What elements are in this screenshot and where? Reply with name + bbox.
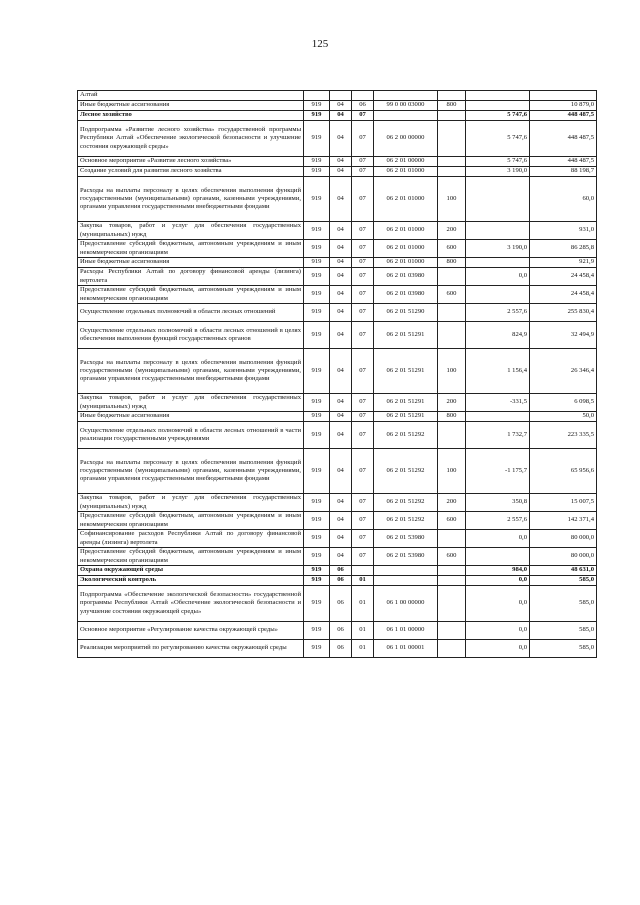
table-cell-expense-type [438, 530, 466, 548]
table-cell-ministry: 919 [304, 512, 330, 530]
table-cell-target-article: 06 2 01 53980 [374, 548, 438, 566]
table-cell-change [466, 91, 530, 101]
table-cell-section: 04 [330, 412, 352, 422]
table-cell-subsection: 07 [352, 304, 374, 322]
table-cell-change: -331,5 [466, 394, 530, 412]
table-cell-section: 04 [330, 101, 352, 111]
table-row [78, 240, 597, 258]
table-cell-section: 06 [330, 640, 352, 658]
table-cell-section [330, 91, 352, 101]
table-cell-expense-type [438, 622, 466, 640]
table-row [78, 586, 597, 622]
table-cell-expense-type [438, 121, 466, 157]
table-cell-name: Расходы Республики Алтай по договору финансовой аренды (лизинга) вертолета [78, 268, 304, 286]
table-cell-expense-type: 100 [438, 177, 466, 222]
table-cell-total: 50,0 [530, 412, 597, 422]
table-body [78, 91, 597, 658]
table-cell-name: Создание условий для развития лесного хозяйства [78, 167, 304, 177]
table-row [78, 258, 597, 268]
table-row [78, 222, 597, 240]
table-row [78, 548, 597, 566]
table-cell-name: Экологический контроль [78, 576, 304, 586]
table-cell-expense-type: 100 [438, 349, 466, 394]
table-cell-name: Подпрограмма «Развитие лесного хозяйства» государственной программы Республики Алтай «Обеспечение экологической безопасности и улучшение состояния окружающей среды» [78, 121, 304, 157]
table-cell-ministry: 919 [304, 449, 330, 494]
table-cell-expense-type: 200 [438, 494, 466, 512]
table-cell-target-article: 06 1 01 00001 [374, 640, 438, 658]
table-cell-subsection: 07 [352, 222, 374, 240]
table-cell-section: 04 [330, 494, 352, 512]
table-cell-subsection: 07 [352, 412, 374, 422]
table-cell-ministry: 919 [304, 157, 330, 167]
table-cell-ministry: 919 [304, 622, 330, 640]
table-cell-target-article [374, 111, 438, 121]
table-cell-name: Осуществление отдельных полномочий в области лесных отношений в целях обеспечения выполнения функций государственных органов [78, 322, 304, 349]
table-cell-change: 0,0 [466, 576, 530, 586]
table-cell-expense-type: 600 [438, 240, 466, 258]
table-cell-change: 5 747,6 [466, 121, 530, 157]
table-cell-expense-type [438, 640, 466, 658]
table-row [78, 286, 597, 304]
table-cell-target-article: 06 1 01 00000 [374, 622, 438, 640]
table-cell-total: 88 198,7 [530, 167, 597, 177]
table-cell-expense-type [438, 167, 466, 177]
table-cell-change: 1 732,7 [466, 422, 530, 449]
table-cell-section: 04 [330, 322, 352, 349]
table-row [78, 422, 597, 449]
table-cell-name: Расходы на выплаты персоналу в целях обеспечения выполнения функций государственными (муниципальными) органами, казенными учреждениями, органами управления государственными внебюджетными фондами [78, 349, 304, 394]
table-cell-ministry: 919 [304, 101, 330, 111]
table-cell-total: 6 098,5 [530, 394, 597, 412]
table-cell-section: 04 [330, 240, 352, 258]
table-cell-expense-type: 100 [438, 449, 466, 494]
table-row [78, 622, 597, 640]
table-cell-section: 04 [330, 111, 352, 121]
table-cell-ministry: 919 [304, 566, 330, 576]
table-cell-total: 86 285,8 [530, 240, 597, 258]
table-cell-expense-type [438, 422, 466, 449]
table-cell-target-article: 06 2 01 03980 [374, 268, 438, 286]
table-cell-total: 585,0 [530, 622, 597, 640]
table-cell-change: -1 175,7 [466, 449, 530, 494]
table-cell-name: Закупка товаров, работ и услуг для обеспечения государственных (муниципальных) нужд [78, 494, 304, 512]
table-row [78, 111, 597, 121]
table-cell-change [466, 286, 530, 304]
table-cell-subsection: 01 [352, 622, 374, 640]
table-cell-section: 04 [330, 258, 352, 268]
table-cell-change [466, 222, 530, 240]
table-cell-subsection: 07 [352, 349, 374, 394]
table-cell-change: 5 747,6 [466, 111, 530, 121]
table-row [78, 101, 597, 111]
table-cell-name: Основное мероприятие «Регулирование качества окружающей среды» [78, 622, 304, 640]
table-cell-target-article [374, 576, 438, 586]
table-cell-total: 585,0 [530, 640, 597, 658]
table-cell-change: 3 190,0 [466, 240, 530, 258]
table-cell-ministry: 919 [304, 586, 330, 622]
table-cell-target-article: 06 2 01 51291 [374, 394, 438, 412]
table-cell-total: 15 007,5 [530, 494, 597, 512]
table-cell-expense-type: 600 [438, 512, 466, 530]
table-cell-subsection: 07 [352, 394, 374, 412]
table-row [78, 304, 597, 322]
table-cell-total: 585,0 [530, 586, 597, 622]
table-cell-ministry: 919 [304, 167, 330, 177]
table-cell-target-article: 99 0 00 03000 [374, 101, 438, 111]
table-cell-expense-type [438, 111, 466, 121]
table-cell-target-article [374, 566, 438, 576]
table-cell-subsection: 07 [352, 512, 374, 530]
table-cell-expense-type [438, 91, 466, 101]
table-cell-target-article: 06 2 01 51292 [374, 449, 438, 494]
table-cell-target-article: 06 2 01 51292 [374, 422, 438, 449]
table-cell-subsection: 07 [352, 167, 374, 177]
table-cell-subsection: 07 [352, 177, 374, 222]
table-cell-subsection: 07 [352, 548, 374, 566]
table-cell-target-article: 06 2 01 00000 [374, 157, 438, 167]
table-cell-total: 10 879,0 [530, 101, 597, 111]
table-cell-section: 04 [330, 268, 352, 286]
table-cell-expense-type: 800 [438, 412, 466, 422]
table-cell-change: 0,0 [466, 622, 530, 640]
table-cell-subsection [352, 91, 374, 101]
table-cell-name: Осуществление отдельных полномочий в области лесных отношений [78, 304, 304, 322]
table-cell-target-article: 06 2 01 01000 [374, 177, 438, 222]
table-cell-subsection: 07 [352, 322, 374, 349]
table-cell-ministry: 919 [304, 177, 330, 222]
table-cell-section: 04 [330, 422, 352, 449]
table-cell-target-article: 06 2 01 53980 [374, 530, 438, 548]
table-cell-change: 0,0 [466, 586, 530, 622]
table-cell-target-article: 06 2 01 51292 [374, 512, 438, 530]
table-cell-expense-type: 200 [438, 394, 466, 412]
table-cell-expense-type [438, 268, 466, 286]
table-row [78, 394, 597, 412]
table-row [78, 576, 597, 586]
table-cell-total: 80 000,0 [530, 530, 597, 548]
table-cell-change: 350,8 [466, 494, 530, 512]
table-cell-total: 585,0 [530, 576, 597, 586]
table-cell-change: 984,0 [466, 566, 530, 576]
table-cell-ministry: 919 [304, 322, 330, 349]
table-cell-change [466, 101, 530, 111]
table-cell-expense-type: 800 [438, 258, 466, 268]
table-cell-change: 1 156,4 [466, 349, 530, 394]
table-cell-change: 2 557,6 [466, 304, 530, 322]
table-row [78, 512, 597, 530]
table-cell-target-article: 06 2 01 51290 [374, 304, 438, 322]
table-cell-name: Иные бюджетные ассигнования [78, 101, 304, 111]
table-cell-ministry: 919 [304, 111, 330, 121]
table-cell-name: Основное мероприятие «Развитие лесного хозяйства» [78, 157, 304, 167]
table-cell-ministry: 919 [304, 422, 330, 449]
table-row [78, 268, 597, 286]
table-row [78, 177, 597, 222]
table-row [78, 640, 597, 658]
table-cell-section: 04 [330, 177, 352, 222]
table-cell-section: 06 [330, 566, 352, 576]
table-cell-subsection: 07 [352, 494, 374, 512]
table-cell-subsection: 07 [352, 268, 374, 286]
budget-table [77, 90, 597, 658]
table-cell-total [530, 91, 597, 101]
table-cell-name: Иные бюджетные ассигнования [78, 412, 304, 422]
table-cell-ministry: 919 [304, 576, 330, 586]
table-cell-change [466, 258, 530, 268]
table-cell-name: Софинансирование расходов Республики Алтай по договору финансовой аренды (лизинга) вертолета [78, 530, 304, 548]
table-cell-target-article [374, 91, 438, 101]
table-cell-section: 04 [330, 304, 352, 322]
table-cell-total: 921,9 [530, 258, 597, 268]
table-cell-total: 931,0 [530, 222, 597, 240]
table-cell-target-article: 06 2 01 51291 [374, 349, 438, 394]
table-cell-name: Предоставление субсидий бюджетным, автономным учреждениям и иным некоммерческим организациям [78, 548, 304, 566]
table-row [78, 412, 597, 422]
table-cell-name: Предоставление субсидий бюджетным, автономным учреждениям и иным некоммерческим организациям [78, 512, 304, 530]
table-row [78, 322, 597, 349]
table-cell-target-article: 06 2 01 01000 [374, 222, 438, 240]
table-cell-expense-type: 200 [438, 222, 466, 240]
table-cell-ministry: 919 [304, 640, 330, 658]
table-cell-name: Закупка товаров, работ и услуг для обеспечения государственных (муниципальных) нужд [78, 222, 304, 240]
table-cell-section: 04 [330, 349, 352, 394]
table-cell-section: 06 [330, 622, 352, 640]
table-cell-target-article: 06 2 01 01000 [374, 167, 438, 177]
table-row [78, 157, 597, 167]
table-cell-change: 0,0 [466, 640, 530, 658]
table-cell-expense-type: 600 [438, 286, 466, 304]
table-cell-name: Предоставление субсидий бюджетным, автономным учреждениям и иным некоммерческим организациям [78, 240, 304, 258]
table-cell-subsection: 07 [352, 530, 374, 548]
table-cell-expense-type: 600 [438, 548, 466, 566]
table-cell-section: 04 [330, 530, 352, 548]
table-cell-name: Осуществление отдельных полномочий в области лесных отношений в части реализации государственными учреждениями [78, 422, 304, 449]
table-cell-change [466, 412, 530, 422]
table-cell-name: Расходы на выплаты персоналу в целях обеспечения выполнения функций государственными (муниципальными) органами, казенными учреждениями, органами управления государственными внебюджетными фондами [78, 449, 304, 494]
table-cell-ministry: 919 [304, 304, 330, 322]
table-cell-name: Охрана окружающей среды [78, 566, 304, 576]
table-cell-target-article: 06 1 00 00000 [374, 586, 438, 622]
table-cell-change: 0,0 [466, 530, 530, 548]
table-cell-subsection: 07 [352, 111, 374, 121]
table-cell-section: 06 [330, 576, 352, 586]
table-cell-section: 04 [330, 222, 352, 240]
table-cell-expense-type: 800 [438, 101, 466, 111]
table-cell-ministry: 919 [304, 222, 330, 240]
table-cell-section: 04 [330, 512, 352, 530]
table-row [78, 449, 597, 494]
table-cell-subsection: 06 [352, 101, 374, 111]
table-cell-section: 04 [330, 394, 352, 412]
table-cell-target-article: 06 2 01 51291 [374, 322, 438, 349]
table-cell-total: 60,0 [530, 177, 597, 222]
table-cell-total: 255 830,4 [530, 304, 597, 322]
table-cell-name: Предоставление субсидий бюджетным, автономным учреждениям и иным некоммерческим организациям [78, 286, 304, 304]
table-cell-total: 80 000,0 [530, 548, 597, 566]
table-cell-change: 2 557,6 [466, 512, 530, 530]
table-cell-ministry: 919 [304, 240, 330, 258]
table-cell-expense-type [438, 586, 466, 622]
table-cell-subsection: 07 [352, 449, 374, 494]
table-row [78, 121, 597, 157]
table-cell-total: 24 458,4 [530, 286, 597, 304]
table-cell-ministry: 919 [304, 258, 330, 268]
table-cell-section: 04 [330, 286, 352, 304]
table-cell-ministry: 919 [304, 286, 330, 304]
table-cell-section: 04 [330, 548, 352, 566]
table-cell-change [466, 177, 530, 222]
table-cell-ministry: 919 [304, 268, 330, 286]
table-cell-section: 04 [330, 121, 352, 157]
table-cell-subsection: 07 [352, 422, 374, 449]
table-cell-expense-type [438, 566, 466, 576]
table-row [78, 566, 597, 576]
table-cell-ministry: 919 [304, 548, 330, 566]
table-cell-name: Подпрограмма «Обеспечение экологической безопасности» государственной программы Республики Алтай «Обеспечение экологической безопасности и улучшение состояния окружающей среды» [78, 586, 304, 622]
table-row [78, 530, 597, 548]
table-cell-target-article: 06 2 01 01000 [374, 240, 438, 258]
table-cell-ministry: 919 [304, 121, 330, 157]
table-cell-total: 48 631,0 [530, 566, 597, 576]
table-cell-section: 06 [330, 586, 352, 622]
table-cell-change: 3 190,0 [466, 167, 530, 177]
table-cell-target-article: 06 2 00 00000 [374, 121, 438, 157]
table-cell-target-article: 06 2 01 51291 [374, 412, 438, 422]
table-cell-ministry: 919 [304, 349, 330, 394]
table-cell-target-article: 06 2 01 01000 [374, 258, 438, 268]
table-cell-ministry: 919 [304, 394, 330, 412]
table-cell-total: 24 458,4 [530, 268, 597, 286]
table-cell-subsection: 07 [352, 286, 374, 304]
table-cell-expense-type [438, 322, 466, 349]
table-cell-ministry: 919 [304, 530, 330, 548]
table-cell-total: 32 494,9 [530, 322, 597, 349]
table-cell-name: Реализация мероприятий по регулированию качества окружающей среды [78, 640, 304, 658]
table-cell-total: 142 371,4 [530, 512, 597, 530]
table-cell-subsection: 01 [352, 576, 374, 586]
table-cell-subsection [352, 566, 374, 576]
table-cell-change: 5 747,6 [466, 157, 530, 167]
table-cell-subsection: 01 [352, 586, 374, 622]
table-cell-expense-type [438, 157, 466, 167]
table-cell-total: 26 346,4 [530, 349, 597, 394]
table-cell-ministry: 919 [304, 494, 330, 512]
table-cell-section: 04 [330, 449, 352, 494]
table-row [78, 167, 597, 177]
table-cell-change: 824,9 [466, 322, 530, 349]
table-cell-subsection: 01 [352, 640, 374, 658]
table-cell-total: 448 487,5 [530, 111, 597, 121]
table-cell-change [466, 548, 530, 566]
table-cell-target-article: 06 2 01 51292 [374, 494, 438, 512]
table-cell-name: Закупка товаров, работ и услуг для обеспечения государственных (муниципальных) нужд [78, 394, 304, 412]
table-cell-name: Расходы на выплаты персоналу в целях обеспечения выполнения функций государственными (муниципальными) органами, казенными учреждениями, органами управления государственными внебюджетными фондами [78, 177, 304, 222]
page-number: 125 [311, 38, 329, 50]
table-row [78, 349, 597, 394]
table-cell-total: 448 487,5 [530, 121, 597, 157]
table-cell-total: 223 335,5 [530, 422, 597, 449]
table-cell-name: Алтай [78, 91, 304, 101]
table-cell-name: Иные бюджетные ассигнования [78, 258, 304, 268]
table-cell-target-article: 06 2 01 03980 [374, 286, 438, 304]
table-cell-subsection: 07 [352, 258, 374, 268]
table-cell-total: 65 956,6 [530, 449, 597, 494]
table-row [78, 494, 597, 512]
table-cell-subsection: 07 [352, 240, 374, 258]
table-cell-subsection: 07 [352, 121, 374, 157]
table-cell-ministry [304, 91, 330, 101]
table-row [78, 91, 597, 101]
table-cell-expense-type [438, 304, 466, 322]
table-cell-change: 0,0 [466, 268, 530, 286]
table-cell-name: Лесное хозяйство [78, 111, 304, 121]
table-cell-expense-type [438, 576, 466, 586]
table-cell-total: 448 487,5 [530, 157, 597, 167]
table-cell-ministry: 919 [304, 412, 330, 422]
table-cell-section: 04 [330, 167, 352, 177]
table-cell-section: 04 [330, 157, 352, 167]
table-cell-subsection: 07 [352, 157, 374, 167]
